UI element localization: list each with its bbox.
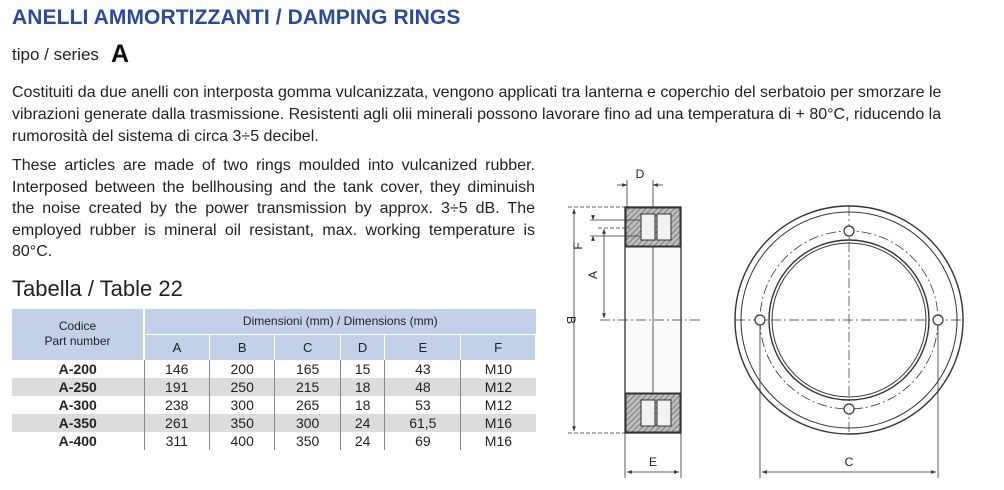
description-italian: Costituiti da due anelli con interposta gomma vulcanizzata, vengono applicati tra lanterna e coperchio del serbatoio per smorzare le vibrazioni generate dalla trasmissione. Resistenti agli olii minerali possono lavorare fino ad una temperatura di + 80°C, riducendo la rumorosità del sistema di circa 3÷5 decibel. xyxy=(12,84,942,145)
cell-e: 48 xyxy=(385,378,461,396)
column-header-c: C xyxy=(275,335,340,360)
part-code: A-350 xyxy=(58,414,97,431)
bolt-hole-top xyxy=(844,226,854,236)
cell-b: 400 xyxy=(209,432,274,450)
cell-f: M10 xyxy=(461,360,536,378)
dim-label-c: C xyxy=(844,455,854,469)
code-header xyxy=(12,309,144,360)
column-header-f: F xyxy=(461,335,536,360)
cell-f: M16 xyxy=(461,414,536,432)
bolt-hole-bottom xyxy=(844,404,854,414)
dimension-d xyxy=(617,180,663,207)
technical-drawing xyxy=(545,160,965,478)
cell-d: 24 xyxy=(340,432,385,450)
series-value: A xyxy=(110,40,129,68)
cell-d: 18 xyxy=(340,396,385,414)
series-label: tipo / series xyxy=(12,45,99,64)
bolt-hole-right xyxy=(933,315,943,325)
cell-a: 311 xyxy=(144,432,209,450)
table-row xyxy=(12,378,536,396)
table-header-row xyxy=(12,309,536,335)
cell-a: 238 xyxy=(144,396,209,414)
cell-c: 165 xyxy=(275,360,340,378)
code-header-line1: Codice xyxy=(58,319,97,334)
cell-e: 61,5 xyxy=(385,414,461,432)
cell-a: 191 xyxy=(144,378,209,396)
column-header-a: A xyxy=(144,335,209,360)
cell-f: M12 xyxy=(461,378,536,396)
dim-label-a: A xyxy=(586,270,600,280)
table-row xyxy=(12,414,536,432)
cell-c: 215 xyxy=(275,378,340,396)
dim-label-b: B xyxy=(564,315,578,325)
cell-b: 200 xyxy=(209,360,274,378)
part-code: A-400 xyxy=(58,432,97,449)
cell-c: 300 xyxy=(275,414,340,432)
cell-f: M16 xyxy=(461,432,536,450)
series-line xyxy=(12,40,129,69)
description-english: These articles are made of two rings moulded into vulcanized rubber. Interposed between the bellhousing and the tank cover, they diminuish the noise created by the power transmission by approx. 3÷5 dB. The employed rubber is mineral oil resistant, max. working temperature is 80°C. xyxy=(12,157,535,260)
part-code: A-200 xyxy=(58,360,97,377)
part-code: A-250 xyxy=(58,378,97,395)
dim-label-f: F xyxy=(571,242,585,250)
cell-a: 146 xyxy=(144,360,209,378)
dimensions-table xyxy=(12,309,536,450)
bolt-hole-left xyxy=(755,315,765,325)
table-row xyxy=(12,360,536,378)
cell-c: 265 xyxy=(275,396,340,414)
page-title: ANELLI AMMORTIZZANTI / DAMPING RINGS xyxy=(12,6,461,29)
cell-f: M12 xyxy=(461,396,536,414)
cell-e: 43 xyxy=(385,360,461,378)
cell-d: 24 xyxy=(340,414,385,432)
dim-label-e: E xyxy=(648,455,658,469)
column-header-e: E xyxy=(385,335,461,360)
cell-b: 300 xyxy=(209,396,274,414)
column-header-b: B xyxy=(209,335,274,360)
code-header-line2: Part number xyxy=(44,334,111,349)
column-header-d: D xyxy=(340,335,385,360)
dims-header: Dimensioni (mm) / Dimensions (mm) xyxy=(144,309,536,335)
cell-b: 350 xyxy=(209,414,274,432)
table-row xyxy=(12,396,536,414)
cell-b: 250 xyxy=(209,378,274,396)
table-title: Tabella / Table 22 xyxy=(12,276,183,301)
table-row xyxy=(12,432,536,450)
cell-c: 350 xyxy=(275,432,340,450)
cell-d: 15 xyxy=(340,360,385,378)
cell-a: 261 xyxy=(144,414,209,432)
part-code: A-300 xyxy=(58,396,97,413)
cell-e: 69 xyxy=(385,432,461,450)
cell-d: 18 xyxy=(340,378,385,396)
cell-e: 53 xyxy=(385,396,461,414)
dim-label-d: D xyxy=(635,167,645,181)
